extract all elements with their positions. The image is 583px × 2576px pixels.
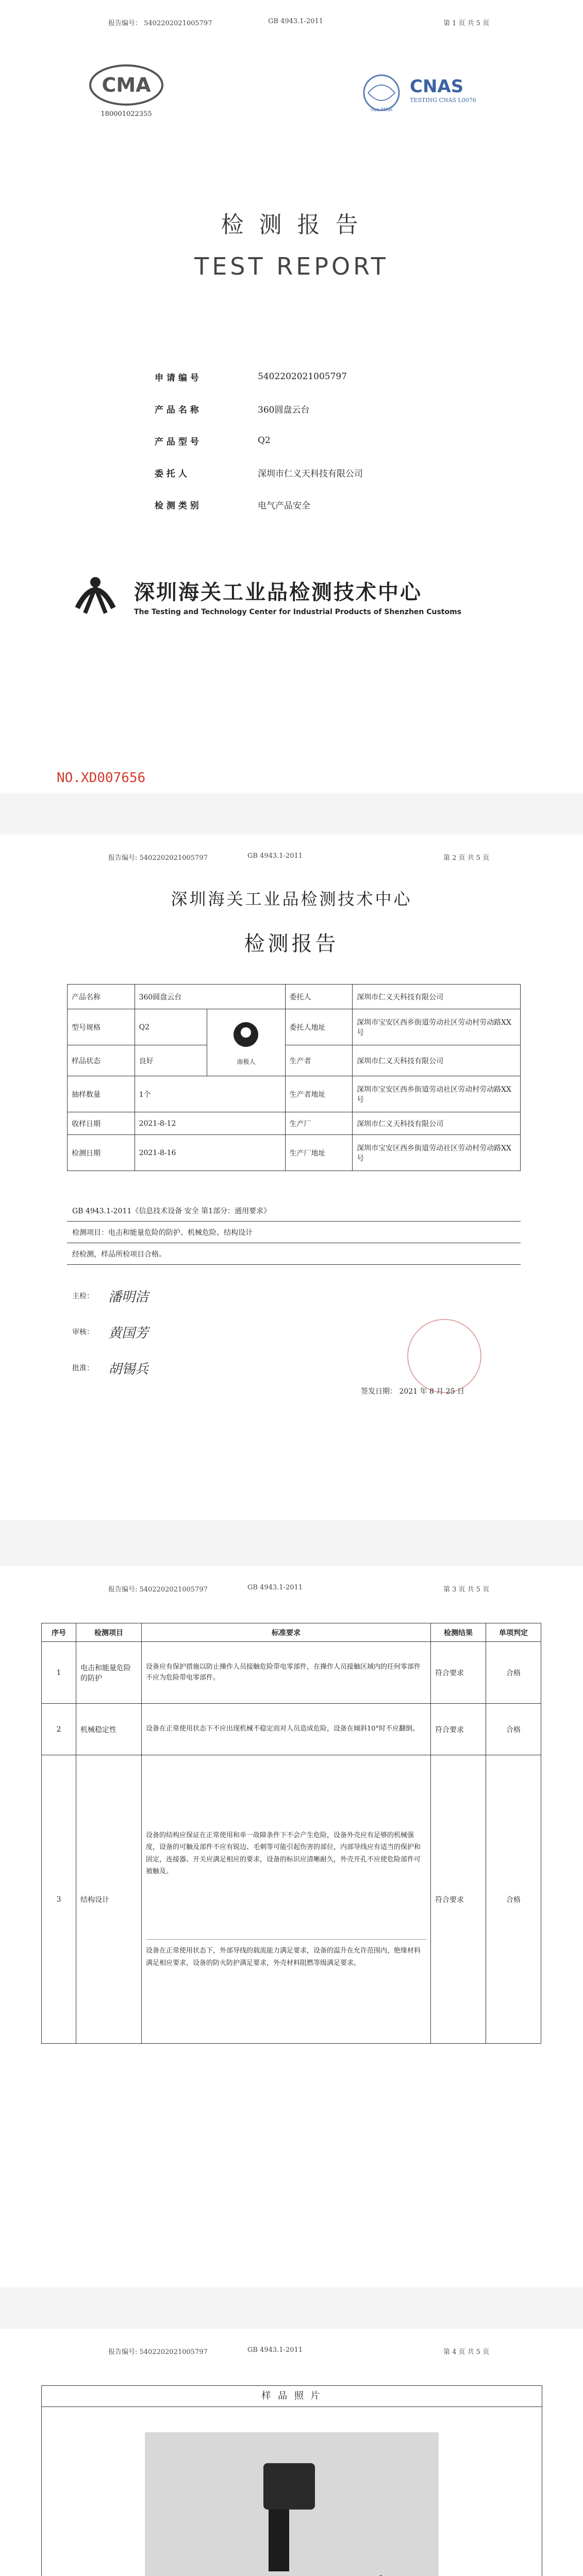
sample-photo-1	[145, 2432, 439, 2576]
table-cell: 委托人	[285, 985, 353, 1009]
table-cell: 深圳市宝安区西乡街道劳动社区劳动村劳动路XX号	[353, 1009, 521, 1045]
table-cell: 合格	[486, 1642, 541, 1704]
header-page: 第 2 页 共 5 页	[443, 854, 490, 862]
requirement-text: 设备的结构应保证在正常使用和单一故障条件下不会产生危险，设备外壳应有足够的机械强度，设备的可触及部件不应有锐边、毛刺等可能引起伤害的部位，内部导线应有适当的保护和固定，连接器、开关应满足相应的要求，设备的标识应清晰耐久，外壳开孔不应使危险部件可被触及。	[146, 1831, 421, 1875]
report-cover-page	[0, 0, 583, 793]
table-cell: 深圳市宝安区西乡街道劳动社区劳动村劳动路XX号	[353, 1076, 521, 1112]
table-cell: 2021-8-12	[135, 1112, 285, 1135]
table-cell	[142, 1755, 431, 2044]
column-header: 标准要求	[142, 1623, 431, 1642]
table-cell: 良好	[135, 1045, 207, 1076]
cma-icon	[88, 62, 165, 108]
field-row	[155, 393, 464, 425]
field-row	[155, 488, 464, 520]
field-value: 5402202021005797	[258, 371, 347, 382]
table-row	[42, 1704, 541, 1755]
table-cell: 委托人地址	[285, 1009, 353, 1045]
signature: 胡锡兵	[108, 1361, 149, 1377]
header-report-no: 报告编号: 5402202021005797	[108, 2348, 208, 2356]
table-cell: 深圳市仁义天科技有限公司	[353, 985, 521, 1009]
sign-date: 签发日期： 2021 年 8 月 25 日	[361, 1387, 465, 1396]
table-row	[42, 1642, 541, 1704]
table-cell: 生产厂	[285, 1112, 353, 1135]
field-label: 委 托 人	[155, 468, 187, 479]
header-page: 第 4 页 共 5 页	[443, 2348, 490, 2356]
table-cell: 生产者地址	[285, 1076, 353, 1112]
testing-center-brand	[67, 567, 521, 634]
column-header: 序号	[42, 1623, 76, 1642]
field-row	[155, 456, 464, 488]
table-cell: 深圳市仁义天科技有限公司	[353, 1112, 521, 1135]
signature-row	[72, 1278, 485, 1314]
svg-text:CMA: CMA	[102, 74, 151, 96]
table-header-row	[42, 1623, 541, 1642]
header-standard: GB 4943.1-2011	[247, 1584, 303, 1591]
signature: 黄国芳	[108, 1325, 149, 1341]
table-cell: 符合要求	[431, 1642, 486, 1704]
photo-frame	[41, 2385, 542, 2576]
report-title: 检测报告	[244, 932, 339, 956]
report-fields	[155, 361, 464, 520]
signature: 潘明洁	[108, 1289, 149, 1305]
field-value: Q2	[258, 435, 271, 446]
test-items: 检测项目：电击和能量危险的防护、机械危险、结构设计	[72, 1229, 253, 1237]
table-row	[68, 1076, 521, 1112]
table-row	[42, 1755, 541, 2044]
center-name-en: The Testing and Technology Center for Industrial Products of Shenzhen Customs	[134, 608, 462, 616]
signature-label: 审核：	[72, 1328, 94, 1336]
divider	[67, 1221, 521, 1222]
sample-info-table	[67, 984, 521, 1171]
center-emblem-icon	[67, 567, 124, 623]
brand-logo-icon	[228, 1019, 264, 1055]
cnas-number: TESTING CNAS L0076	[410, 97, 476, 104]
report-title-cn: 检 测 报 告	[221, 212, 362, 238]
requirement-footnote: 设备在正常使用状态下，外部导线的载流能力满足要求，设备的温升在允许范围内，绝缘材料满足相应要求，设备的防火防护满足要求，外壳材料阻燃等级满足要求。	[146, 1939, 426, 1969]
svg-text:ilac-MRA: ilac-MRA	[370, 107, 393, 113]
table-cell: Q2	[135, 1009, 207, 1045]
cma-logo	[88, 62, 165, 124]
table-cell: 深圳市仁义天科技有限公司	[353, 1045, 521, 1076]
header-standard: GB 4943.1-2011	[247, 2346, 303, 2354]
center-name-cn: 深圳海关工业品检测技术中心	[134, 580, 422, 604]
photo-title: 样 品 照 片	[42, 2386, 542, 2407]
signature-label: 批准：	[72, 1364, 94, 1372]
divider	[67, 1264, 521, 1265]
column-header: 单项判定	[486, 1623, 541, 1642]
cnas-logo: CNAS	[410, 76, 464, 97]
table-cell: 产品名称	[68, 985, 135, 1009]
table-cell: 结构设计	[76, 1755, 142, 2044]
field-label: 产 品 名 称	[155, 404, 199, 415]
table-cell: 符合要求	[431, 1704, 486, 1755]
table-cell: 机械稳定性	[76, 1704, 142, 1755]
sample-photo-page	[0, 2329, 583, 2576]
table-cell: 360圆盘云台	[135, 985, 285, 1009]
table-cell: 合格	[486, 1755, 541, 2044]
header-page: 第 1 页 共 5 页	[443, 20, 490, 27]
header-page: 第 3 页 共 5 页	[443, 1586, 490, 1594]
official-seal	[407, 1319, 481, 1393]
field-label: 申 请 编 号	[155, 372, 199, 383]
table-cell: 检测日期	[68, 1135, 135, 1171]
page-gap	[0, 2287, 583, 2329]
brand-logo-text: 南极人	[237, 1058, 256, 1065]
brand-logo-cell	[207, 1009, 285, 1076]
table-row	[68, 1135, 521, 1171]
table-cell: 电击和能量危险的防护	[76, 1642, 142, 1704]
table-cell: 型号规格	[68, 1009, 135, 1045]
center-title: 深圳海关工业品检测技术中心	[171, 889, 412, 909]
column-header: 检测项目	[76, 1623, 142, 1642]
header-report-no: 报告编号: 5402202021005797	[108, 1586, 208, 1594]
product-image-icon	[145, 2432, 439, 2576]
header-report-no: 报告编号: 5402202021005797	[108, 854, 208, 862]
serial-number: NO.XD007656	[57, 770, 146, 786]
table-row	[68, 985, 521, 1009]
table-cell: 合格	[486, 1704, 541, 1755]
signature-label: 主检：	[72, 1292, 94, 1300]
table-cell: 1	[42, 1642, 76, 1704]
table-row	[68, 1112, 521, 1135]
header-standard: GB 4943.1-2011	[247, 852, 303, 860]
table-cell: 设备在正常使用状态下不应出现机械不稳定而对人员造成危险，设备在倾斜10°时不应翻倒。	[142, 1704, 431, 1755]
test-basis: GB 4943.1-2011《信息技术设备 安全 第1部分：通用要求》	[72, 1207, 271, 1215]
field-row	[155, 425, 464, 456]
test-results-page	[0, 1566, 583, 2287]
field-value: 360圆盘云台	[258, 404, 310, 415]
table-row	[68, 1009, 521, 1045]
report-summary-page	[0, 835, 583, 1520]
table-cell: 1个	[135, 1076, 285, 1112]
field-row	[155, 361, 464, 393]
table-cell: 2	[42, 1704, 76, 1755]
accreditation-logos	[361, 72, 515, 124]
column-header: 检测结果	[431, 1623, 486, 1642]
field-value: 深圳市仁义天科技有限公司	[258, 468, 363, 479]
table-cell: 3	[42, 1755, 76, 2044]
header-report-no: 报告编号： 5402202021005797	[108, 20, 212, 27]
test-conclusion: 经检测，样品所检项目合格。	[72, 1250, 166, 1259]
ilac-icon	[361, 72, 402, 113]
test-results-table	[41, 1623, 541, 2044]
table-cell: 深圳市宝安区西乡街道劳动社区劳动村劳动路XX号	[353, 1135, 521, 1171]
table-cell: 设备应有保护措施以防止操作人员接触危险带电零部件，在操作人员接触区域内的任何零部件不应为危险带电零部件。	[142, 1642, 431, 1704]
table-cell: 样品状态	[68, 1045, 135, 1076]
table-cell: 生产者	[285, 1045, 353, 1076]
field-value: 电气产品安全	[258, 500, 310, 511]
header-standard: GB 4943.1-2011	[268, 18, 324, 25]
cma-number: 180001022355	[101, 110, 152, 118]
table-cell: 符合要求	[431, 1755, 486, 2044]
table-row	[68, 1045, 521, 1076]
field-label: 检 测 类 别	[155, 500, 199, 511]
table-cell: 抽样数量	[68, 1076, 135, 1112]
table-cell: 2021-8-16	[135, 1135, 285, 1171]
page-gap	[0, 1520, 583, 1566]
page-gap	[0, 793, 583, 835]
table-cell: 收样日期	[68, 1112, 135, 1135]
field-label: 产 品 型 号	[155, 436, 199, 447]
table-cell: 生产厂地址	[285, 1135, 353, 1171]
report-title-en: TEST REPORT	[194, 252, 389, 280]
